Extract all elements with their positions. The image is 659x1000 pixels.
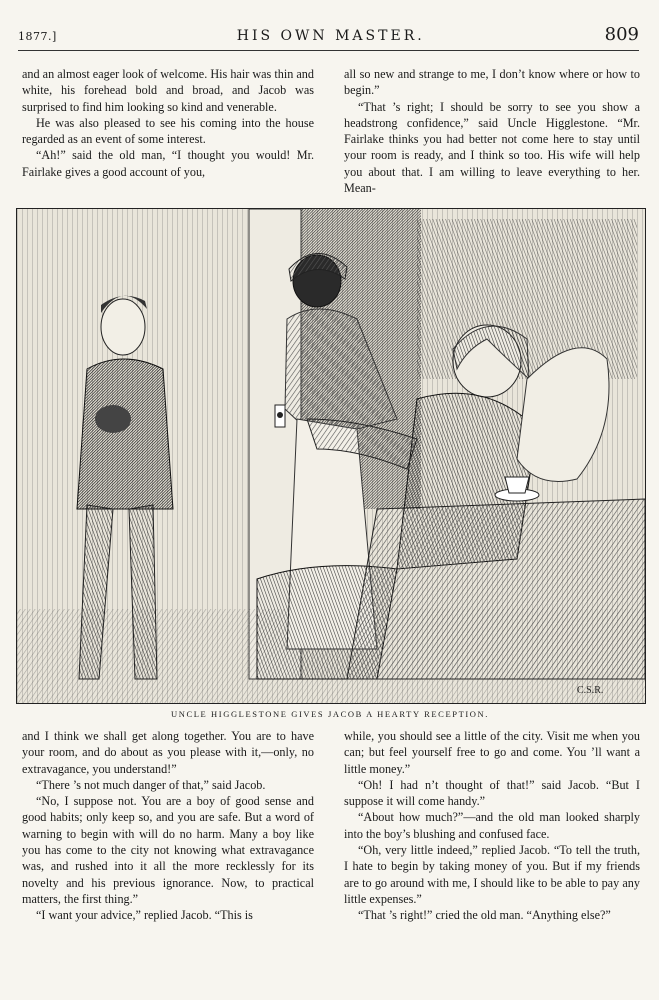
paragraph: while, you should see a little of the city. Visit me when you can; but feel yourself free to go and come. You ’ll want a little money.” bbox=[344, 729, 640, 776]
table-cloth bbox=[347, 499, 645, 679]
artist-signature: C.S.R. bbox=[577, 685, 604, 696]
paragraph: “Ah!” said the old man, “I thought you would! Mr. Fairlake gives a good account of you, bbox=[22, 148, 314, 179]
paragraph: “About how much?”—and the old man looked sharply into the boy’s blushing and confused face. bbox=[344, 810, 640, 841]
header-year: 1877.] bbox=[18, 30, 57, 43]
engraving-illustration bbox=[16, 208, 646, 704]
column-bottom-left bbox=[22, 728, 314, 924]
header-title: HIS OWN MASTER. bbox=[236, 28, 425, 44]
column-bottom-right bbox=[344, 728, 640, 924]
door-knob-icon bbox=[277, 412, 283, 418]
paragraph: “There ’s not much danger of that,” said Jacob. bbox=[36, 777, 266, 792]
paragraph: “I want your advice,” replied Jacob. “This is bbox=[36, 908, 253, 923]
page-number: 809 bbox=[604, 24, 639, 45]
paragraph: “That ’s right; I should be sorry to see you show a headstrong confidence,” said Uncle Higglestone. “Mr. Fairlake thinks you had better not come here to stay until your room is ready, and I think so too. His wife will help you about that. I am willing to leave everything to her. Mean- bbox=[344, 99, 640, 196]
column-top-right bbox=[344, 66, 640, 196]
paragraph: and an almost eager look of welcome. His hair was thin and white, his forehead bold and broad, and Jacob was surprised to find him looking so kind and venerable. bbox=[22, 67, 314, 114]
paragraph: “That ’s right!” cried the old man. “Anything else?” bbox=[358, 908, 611, 923]
paragraph: all so new and strange to me, I don’t know where or how to begin.” bbox=[344, 67, 640, 98]
paragraph: “Oh, very little indeed,” replied Jacob. “To tell the truth, I hate to begin by taking money of you. But if my friends are to go around with me, I should like to be able to pay any little expenses.” bbox=[344, 843, 640, 906]
cup-icon bbox=[505, 477, 529, 493]
paragraph: “Oh! I had n’t thought of that!” said Jacob. “But I suppose it will come handy.” bbox=[344, 777, 640, 809]
paragraph: and I think we shall get along together. You are to have your room, and do about as you please with it,—only, no extravagance, you understand!” bbox=[22, 729, 314, 776]
paragraph: He was also pleased to see his coming into the house regarded as an event of some interest. bbox=[22, 115, 314, 147]
engraving-drawing bbox=[17, 209, 645, 703]
column-top-left bbox=[22, 66, 314, 180]
running-header bbox=[18, 24, 639, 51]
paragraph: “No, I suppose not. You are a boy of good sense and good habits; only keep so, and you are safe. But a word of warning to begin with will do no harm. Many a boy like you has come to the city not knowing what extravagance was, and rushed into it all the more recklessly for its novelty and his previous ignorance. Now, to practical matters, the first thing.” bbox=[22, 794, 314, 906]
illustration-caption: UNCLE HIGGLESTONE GIVES JACOB A HEARTY RECEPTION. bbox=[170, 709, 489, 719]
